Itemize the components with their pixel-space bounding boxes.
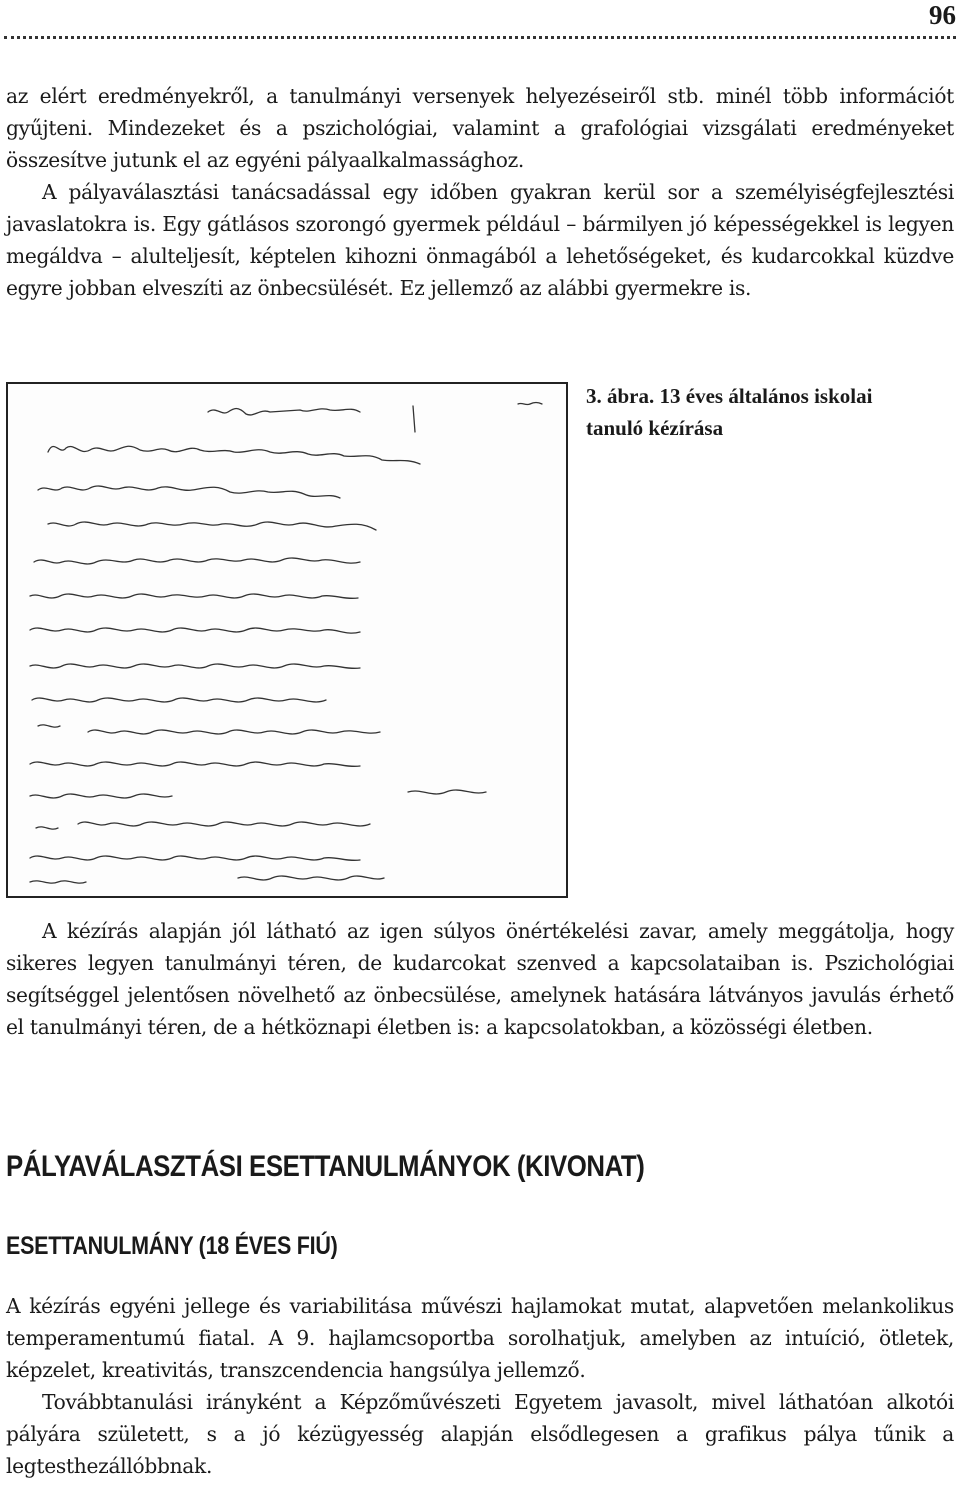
paragraph-2: A pályaválasztási tanácsadással egy időben gyakran kerül sor a személyiségfejlesztési javaslatokra is. Egy gátlásos szorongó gyermek például – bármilyen jó képességekkel is legyen megáldva – alulteljesít, képtelen kihozni önmagából a lehetőségeket, és kudarcokkal küzdve egyre jobban elveszíti az önbecsülését. Ez jellemző az alábbi gyermekre is.	[6, 180, 954, 300]
handwriting-scribble-graphic	[8, 384, 566, 896]
subsection-heading: ESETTANULMÁNY (18 ÉVES FIÚ)	[6, 1232, 338, 1260]
case-study-text-block	[6, 1290, 954, 1482]
paragraph-5: Továbbtanulási irányként a Képzőművészeti Egyetem javasolt, mivel láthatóan alkotói pályára született, s a jó kézügyesség alapján elsődlegesen a grafikus pálya tűnik a legtesthezállóbbnak.	[6, 1390, 954, 1478]
header-dotted-rule	[4, 36, 956, 39]
paragraph-3: A kézírás alapján jól látható az igen súlyos önértékelési zavar, amely meggátolja, hogy sikeres legyen tanulmányi téren, de kudarcokat szenved a kapcsolataiban is. Pszichológiai segítséggel jelentősen növelhető az önbecsülése, amelynek hatására látványos javulás érhető el tanulmányi téren, de a hétköznapi életben is: a kapcsolatokban, a közösségi életben.	[6, 919, 954, 1039]
page-number: 96	[929, 0, 956, 30]
section-heading: PÁLYAVÁLASZTÁSI ESETTANULMÁNYOK (KIVONAT)	[6, 1150, 645, 1183]
figure-caption: 3. ábra. 13 éves általános iskolai tanuló kézírása	[586, 384, 873, 440]
intro-text-block	[6, 80, 954, 304]
paragraph-1: az elért eredményekről, a tanulmányi versenyek helyezéseiről stb. minél több információt gyűjteni. Mindezeket és a pszichológiai, valamint a grafológiai vizsgálati eredményeket összesítve jutunk el az egyéni pályaalkalmassághoz.	[6, 84, 954, 172]
paragraph-4: A kézírás egyéni jellege és variabilitása művészi hajlamokat mutat, alapvetően melankolikus temperamentumú fiatal. A 9. hajlamcsoportba sorolhatjuk, amelyben az intuíció, ötletek, képzelet, kreativitás, transzcendencia hangsúlya jellemző.	[6, 1294, 954, 1382]
handwriting-sample-image	[6, 382, 568, 898]
